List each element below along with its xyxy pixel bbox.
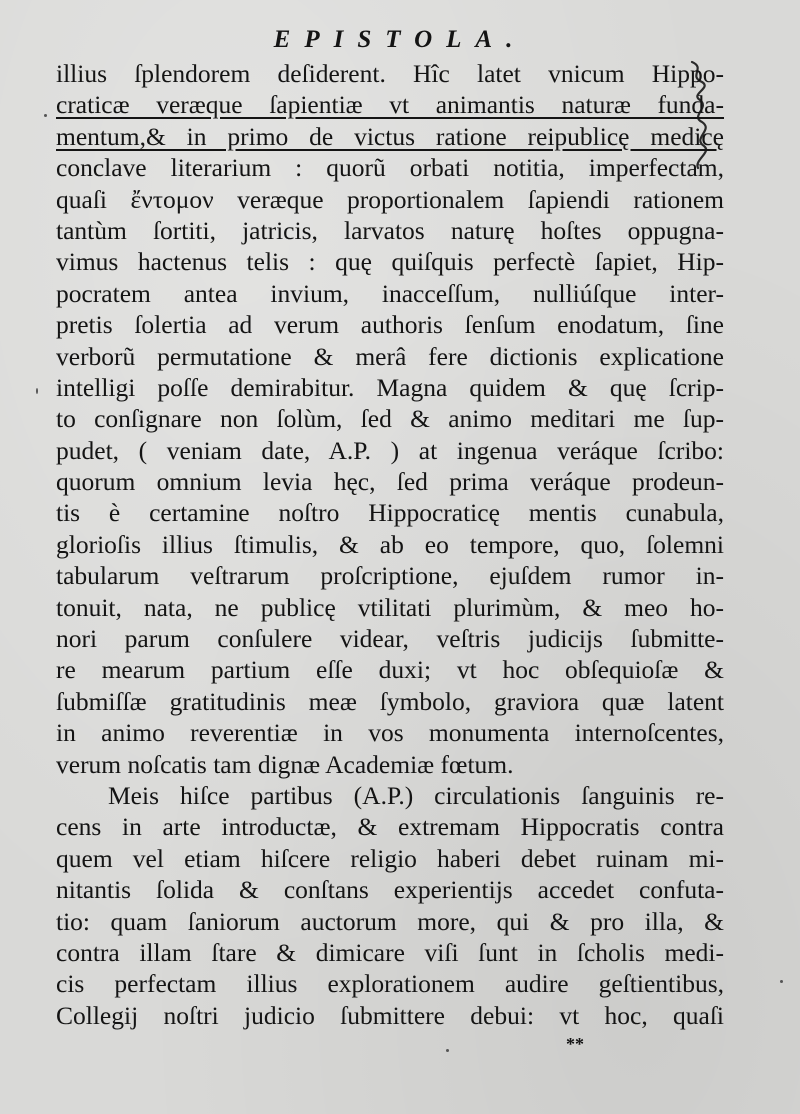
text-line: pretis ſolertia ad verum authoris ſenſum enodatum, ſine [56,310,724,340]
text-line: to conſignare non ſolùm, ſed & animo meditari me ſup- [56,404,724,434]
text-line: Meis hiſce partibus (A.P.) circulationis ſanguinis re- [108,780,724,810]
text-line: pudet, ( veniam date, A.P. ) at ingenua veráque ſcribo: [56,435,724,465]
catchword: ** [566,1034,584,1054]
text-line: quorum omnium levia hęc, ſed prima veráque prodeun- [56,467,724,497]
text-line: verum noſcatis tam dignæ Academiæ fœtum. [56,749,514,779]
text-line: cis perfectam illius explorationem audire geſtientibus, [56,969,724,999]
body-text [56,58,724,1031]
text-line: verborũ permutatione & merâ fere dictionis explicatione [56,341,724,371]
text-line: vimus hactenus telis : quę quiſquis perfectè ſapiet, Hip- [56,247,724,277]
text-line: tonuit, nata, ne publicę vtilitati plurimùm, & meo ho- [56,592,724,622]
ink-speck [36,388,38,394]
text-line: craticæ veræque ſapientiæ vt animantis naturæ funda- [56,90,724,120]
text-line: tis è certamine noſtro Hippocraticę mentis cunabula, [56,498,724,528]
ink-speck [780,980,783,983]
text-line: glorioſis illius ſtimulis, & ab eo tempore, quo, ſolemni [56,529,724,559]
running-title: EPISTOLA. [273,26,527,53]
text-line: in animo reverentiæ in vos monumenta internoſcentes, [56,718,724,748]
ink-speck [44,114,47,117]
text-line: nori parum conſulere videar, veſtris judicijs ſubmitte- [56,624,724,654]
text-line: cens in arte introductæ, & extremam Hippocratis contra [56,812,724,842]
text-line: pocratem antea invium, inacceſſum, nulliúſque inter- [56,278,724,308]
text-line: conclave literarium : quorũ orbati notitia, imperfectam, [56,153,724,183]
text-line: nitantis ſolida & conſtans experientijs accedet confuta- [56,875,724,905]
text-line: quem vel etiam hiſcere religio haberi debet ruinam mi- [56,843,724,873]
text-line: tio: quam ſaniorum auctorum more, qui & pro illa, & [56,906,724,936]
ink-speck [446,1049,449,1052]
text-line: tabularum veſtrarum proſcriptione, ejuſdem rumor in- [56,561,724,591]
text-line: re mearum partium eſſe duxi; vt hoc obſequioſæ & [56,655,724,685]
text-line: contra illam ſtare & dimicare viſi ſunt in ſcholis medi- [56,937,724,967]
text-line: mentum,& in primo de victus ratione reipublicę medicę [56,121,724,151]
text-line: quaſi ἔντομον veræque proportionalem ſapiendi rationem [56,184,724,214]
text-line: intelligi poſſe demirabitur. Magna quidem & quę ſcrip- [56,372,724,402]
text-line: illius ſplendorem deſiderent. Hîc latet vnicum Hippo- [56,59,724,88]
text-line: ſubmiſſæ gratitudinis meæ ſymbolo, graviora quæ latent [56,686,724,716]
text-line: Collegij noſtri judicio ſubmittere debui: vt hoc, quaſi [56,1000,724,1030]
text-line: tantùm ſortiti, jatricis, larvatos naturę hoſtes oppugna- [56,215,724,245]
